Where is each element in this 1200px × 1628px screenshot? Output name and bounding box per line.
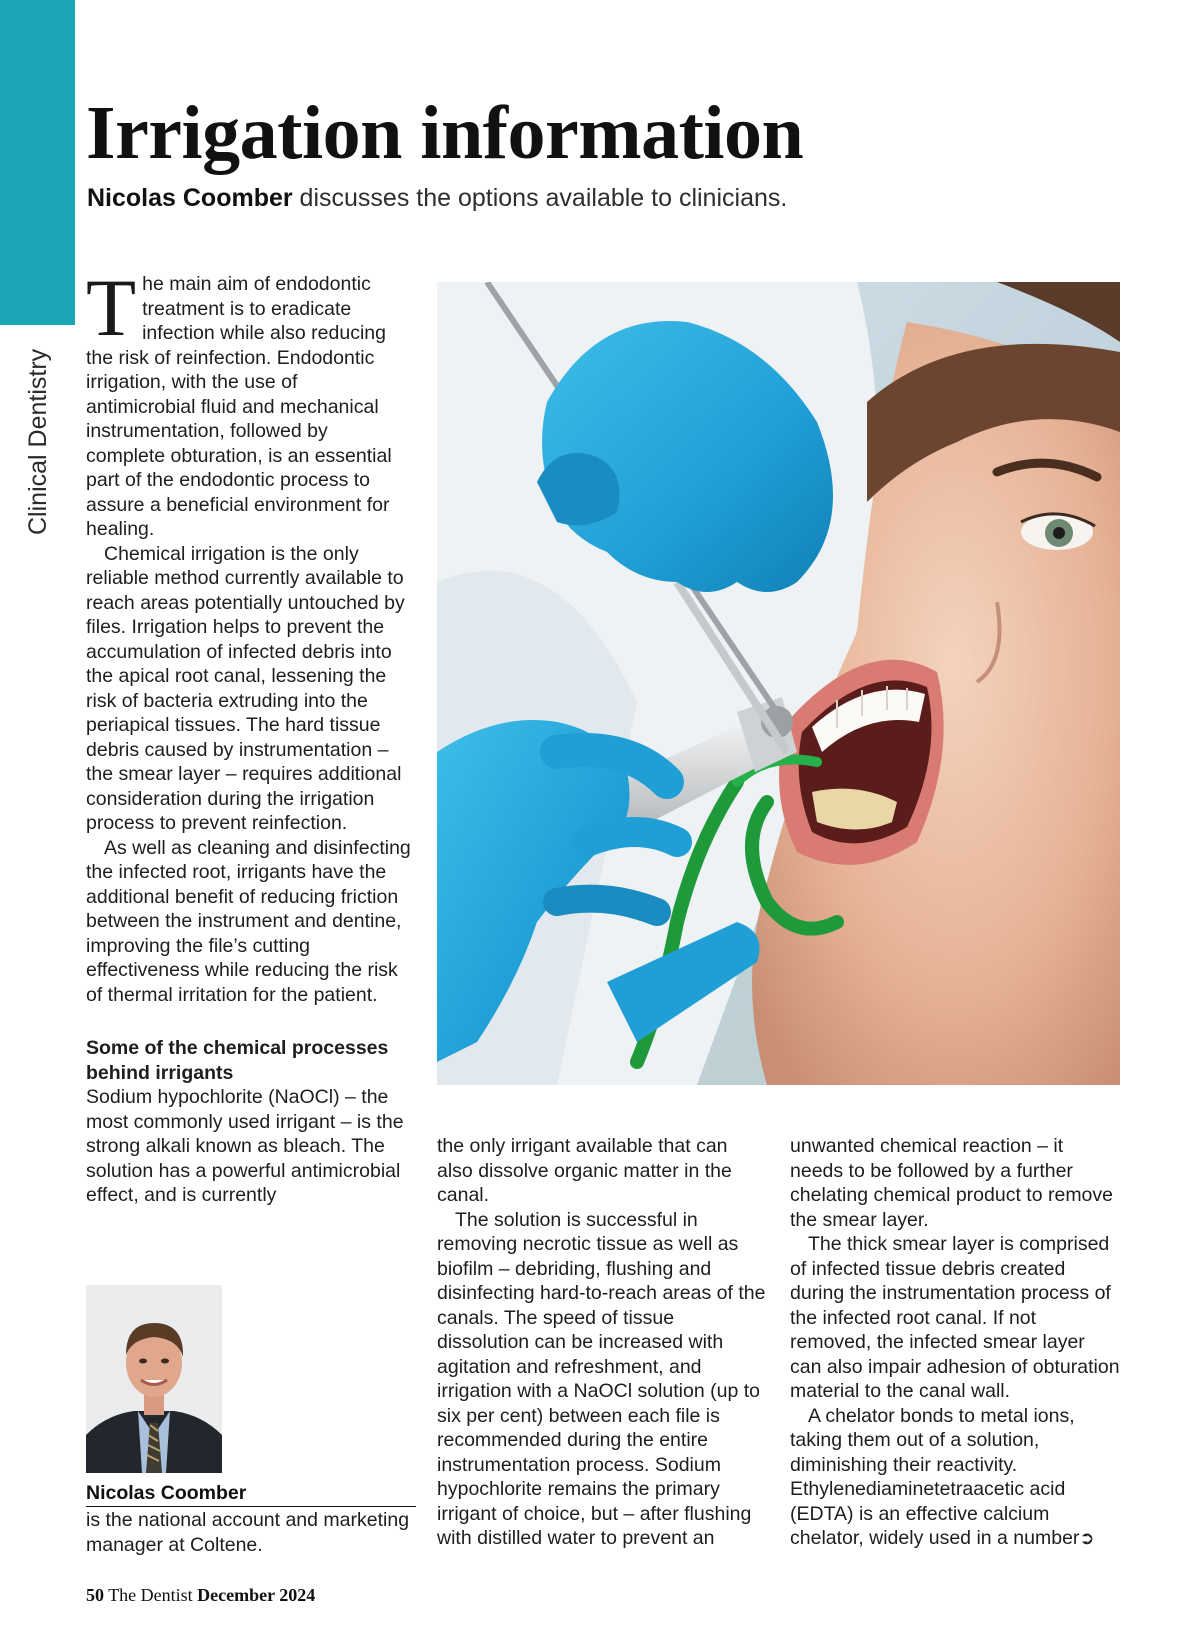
- hero-photo-dental-irrigation: [437, 282, 1120, 1085]
- paragraph: Chemical irrigation is the only reliable method currently available to reach areas potentially untouched by files. Irrigation helps to prevent the accumulation of infected debris into the apical root canal, lessening the risk of bacteria extruding into the periapical tissues. The hard tissue debris caused by instrumentation – the smear layer – requires additional consideration during the irrigation process to prevent reinfection.: [86, 542, 405, 834]
- intro-text: he main aim of endodontic treatment is to eradicate infection while also reducing the risk of reinfection. Endodontic irrigation, with the use of antimicrobial fluid and mechanical instrumentation, followed by complete obturation, is an essential part of the endodontic process to assure a beneficial environment for healing.: [86, 273, 392, 540]
- paragraph: the only irrigant available that can also dissolve organic matter in the canal.: [437, 1135, 732, 1206]
- article-subtitle: [87, 182, 787, 214]
- subtitle-author: Nicolas Coomber: [87, 184, 293, 212]
- article-column-1: [86, 262, 411, 1208]
- intro-paragraph: [86, 262, 411, 542]
- paragraph-text: A chelator bonds to metal ions, taking them out of a solution, diminishing their reactivity. Ethylenediaminetetraacetic acid (EDTA) is an effective calcium chelator, widely used in a number: [790, 1404, 1080, 1549]
- page-number: 50: [86, 1585, 104, 1605]
- bio-name: Nicolas Coomber: [86, 1481, 416, 1507]
- paragraph: The solution is successful in removing necrotic tissue as well as biofilm – debriding, flushing and disinfecting hard-to-reach areas of the canals. The speed of tissue dissolution can be increased with agitation and refreshment, and irrigation with a NaOCl solution (up to six per cent) between each file is recommended during the entire instrumentation process. Sodium hypochlorite remains the primary irrigant of choice, but – after flushing with distilled water to prevent an: [437, 1208, 766, 1549]
- drop-cap: T: [86, 262, 137, 353]
- page-footer: [86, 1584, 315, 1606]
- article-column-3: [790, 1134, 1120, 1551]
- bio-text: is the national account and marketing manager at Coltene.: [86, 1509, 410, 1556]
- publication-name: The Dentist: [108, 1585, 193, 1605]
- paragraph: As well as cleaning and disinfecting the infected root, irrigants have the additional benefit of reducing friction between the instrument and dentine, improving the file’s cutting effectiveness while reducing the risk of thermal irritation for the patient.: [86, 836, 411, 1006]
- article-column-2: [437, 1134, 767, 1551]
- section-label: Clinical Dentistry: [24, 348, 52, 535]
- paragraph: Sodium hypochlorite (NaOCl) – the most commonly used irrigant – is the strong alkali known as bleach. The solution has a powerful antimicrobial effect, and is currently: [86, 1086, 404, 1206]
- section-color-bar: [0, 0, 75, 325]
- paragraph: unwanted chemical reaction – it needs to be followed by a further chelating chemical product to remove the smear layer.: [790, 1135, 1113, 1231]
- article-title: Irrigation information: [86, 91, 804, 175]
- paragraph: The thick smear layer is comprised of infected tissue debris created during the instrumentation process of the infected root canal. If not removed, the infected smear layer can also impair adhesion of obturation material to the canal wall.: [790, 1233, 1120, 1402]
- continue-arrow-icon: ➲: [1079, 1528, 1095, 1548]
- subtitle-text: discusses the options available to clinicians.: [292, 184, 788, 212]
- section-subheading: Some of the chemical processes behind irrigants: [86, 1037, 389, 1084]
- author-photo: [86, 1285, 222, 1473]
- issue-date: December 2024: [197, 1585, 316, 1605]
- paragraph: [790, 1404, 1120, 1551]
